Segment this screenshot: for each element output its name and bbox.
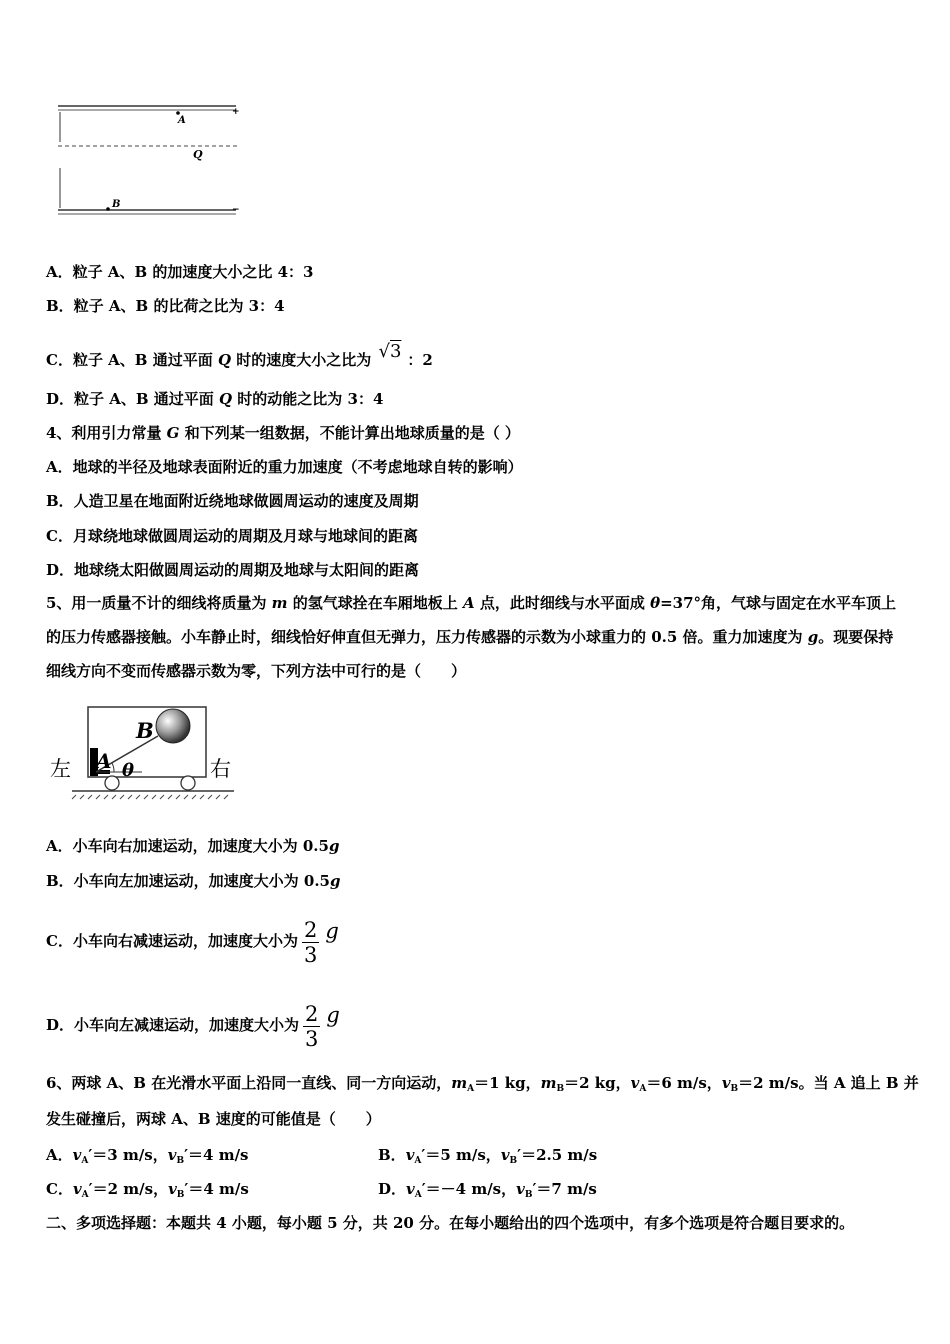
plus-sign: + [232, 107, 240, 117]
label-b: B [112, 199, 121, 210]
particle-b [106, 207, 110, 211]
minus-sign: − [232, 205, 240, 215]
q5-stem: 5、用一质量不计的细线将质量为 m 的氢气球拴在车厢地板上 A 点，此时细线与水平面成 θ=37°角，气球与固定在水平车顶上的压力传感器接触。小车静止时，细线恰好伸直但无弹力，压力传感器的示数为小球重力的 0.5 倍。重力加速度为 g。现要保持细线方向不变而传感器示数为零，下列方法中可行的是（ ） [46, 594, 897, 680]
q3-option-c: C．粒子 A、B 通过平面 Q 时的速度大小之比为 √3 ：2 [46, 341, 433, 369]
sqrt-symbol: √3 [378, 341, 402, 362]
label-a: A [96, 749, 112, 773]
angle-arc [112, 763, 114, 772]
right-wheel [181, 776, 195, 790]
q6-stem-line2: 发生碰撞后，两球 A、B 速度的可能值是（ ） [46, 1110, 381, 1128]
q6-stem-line1: 6、两球 A、B 在光滑水平面上沿同一直线、同一方向运动，$m_A=1$ kg，$m_B=2$ kg，$v_A=6$ m/s，$v_B=2$ m/s。当 A 追上 B 并 [46, 1074, 919, 1094]
label-q: Q [193, 148, 203, 161]
ground-hatching [72, 795, 228, 799]
q6-option-c: C．$v_A'=2$ m/s，$v_B'=4$ m/s [46, 1180, 249, 1200]
cart-figure [46, 700, 246, 804]
q4-option-d: D．地球绕太阳做圆周运动的周期及地球与太阳间的距离 [46, 561, 420, 579]
q6-option-a: A．$v_A'=3$ m/s，$v_B'=4$ m/s [46, 1146, 249, 1166]
label-theta: θ [122, 760, 135, 781]
q6-option-d: D．$v_A'=-4$ m/s，$v_B'=7$ m/s [378, 1180, 597, 1200]
q3-option-a: A．粒子 A、B 的加速度大小之比 4：3 [46, 263, 314, 281]
q5-option-c: C．小车向右减速运动，加速度大小为 $\frac{2}{3}$ g [46, 917, 339, 967]
label-right: 右 [210, 757, 231, 781]
q4-option-c: C．月球绕地球做圆周运动的周期及月球与地球间的距离 [46, 527, 418, 545]
q4-option-a: A．地球的半径及地球表面附近的重力加速度（不考虑地球自转的影响） [46, 458, 523, 476]
balloon [156, 709, 190, 743]
q5-option-a: A．小车向右加速运动，加速度大小为 0.5g [46, 837, 340, 855]
left-wheel [105, 776, 119, 790]
label-a: A [178, 115, 186, 126]
q5-option-b: B．小车向左加速运动，加速度大小为 0.5g [46, 872, 341, 890]
section-2-heading: 二、多项选择题：本题共 4 小题，每小题 5 分，共 20 分。在每小题给出的四个选项中，有多个选项是符合题目要求的。 [46, 1214, 855, 1232]
label-b: B [136, 718, 154, 743]
label-left: 左 [50, 757, 71, 781]
q4-option-b: B．人造卫星在地面附近绕地球做圆周运动的速度及周期 [46, 492, 419, 510]
plates-figure [50, 96, 250, 224]
q5-option-d: D．小车向左减速运动，加速度大小为 $\frac{2}{3}$ g [46, 1001, 340, 1051]
fraction: $\frac{2}{3}$ [303, 917, 318, 967]
q3-option-b: B．粒子 A、B 的比荷之比为 3：4 [46, 297, 285, 315]
q6-option-b: B．$v_A'=5$ m/s，$v_B'=2.5$ m/s [378, 1146, 598, 1166]
q4-stem: 4、利用引力常量 G 和下列某一组数据，不能计算出地球质量的是（ ） [46, 424, 520, 442]
q3-option-d: D．粒子 A、B 通过平面 Q 时的动能之比为 3：4 [46, 390, 384, 408]
fraction: $\frac{2}{3}$ [305, 1001, 319, 1051]
